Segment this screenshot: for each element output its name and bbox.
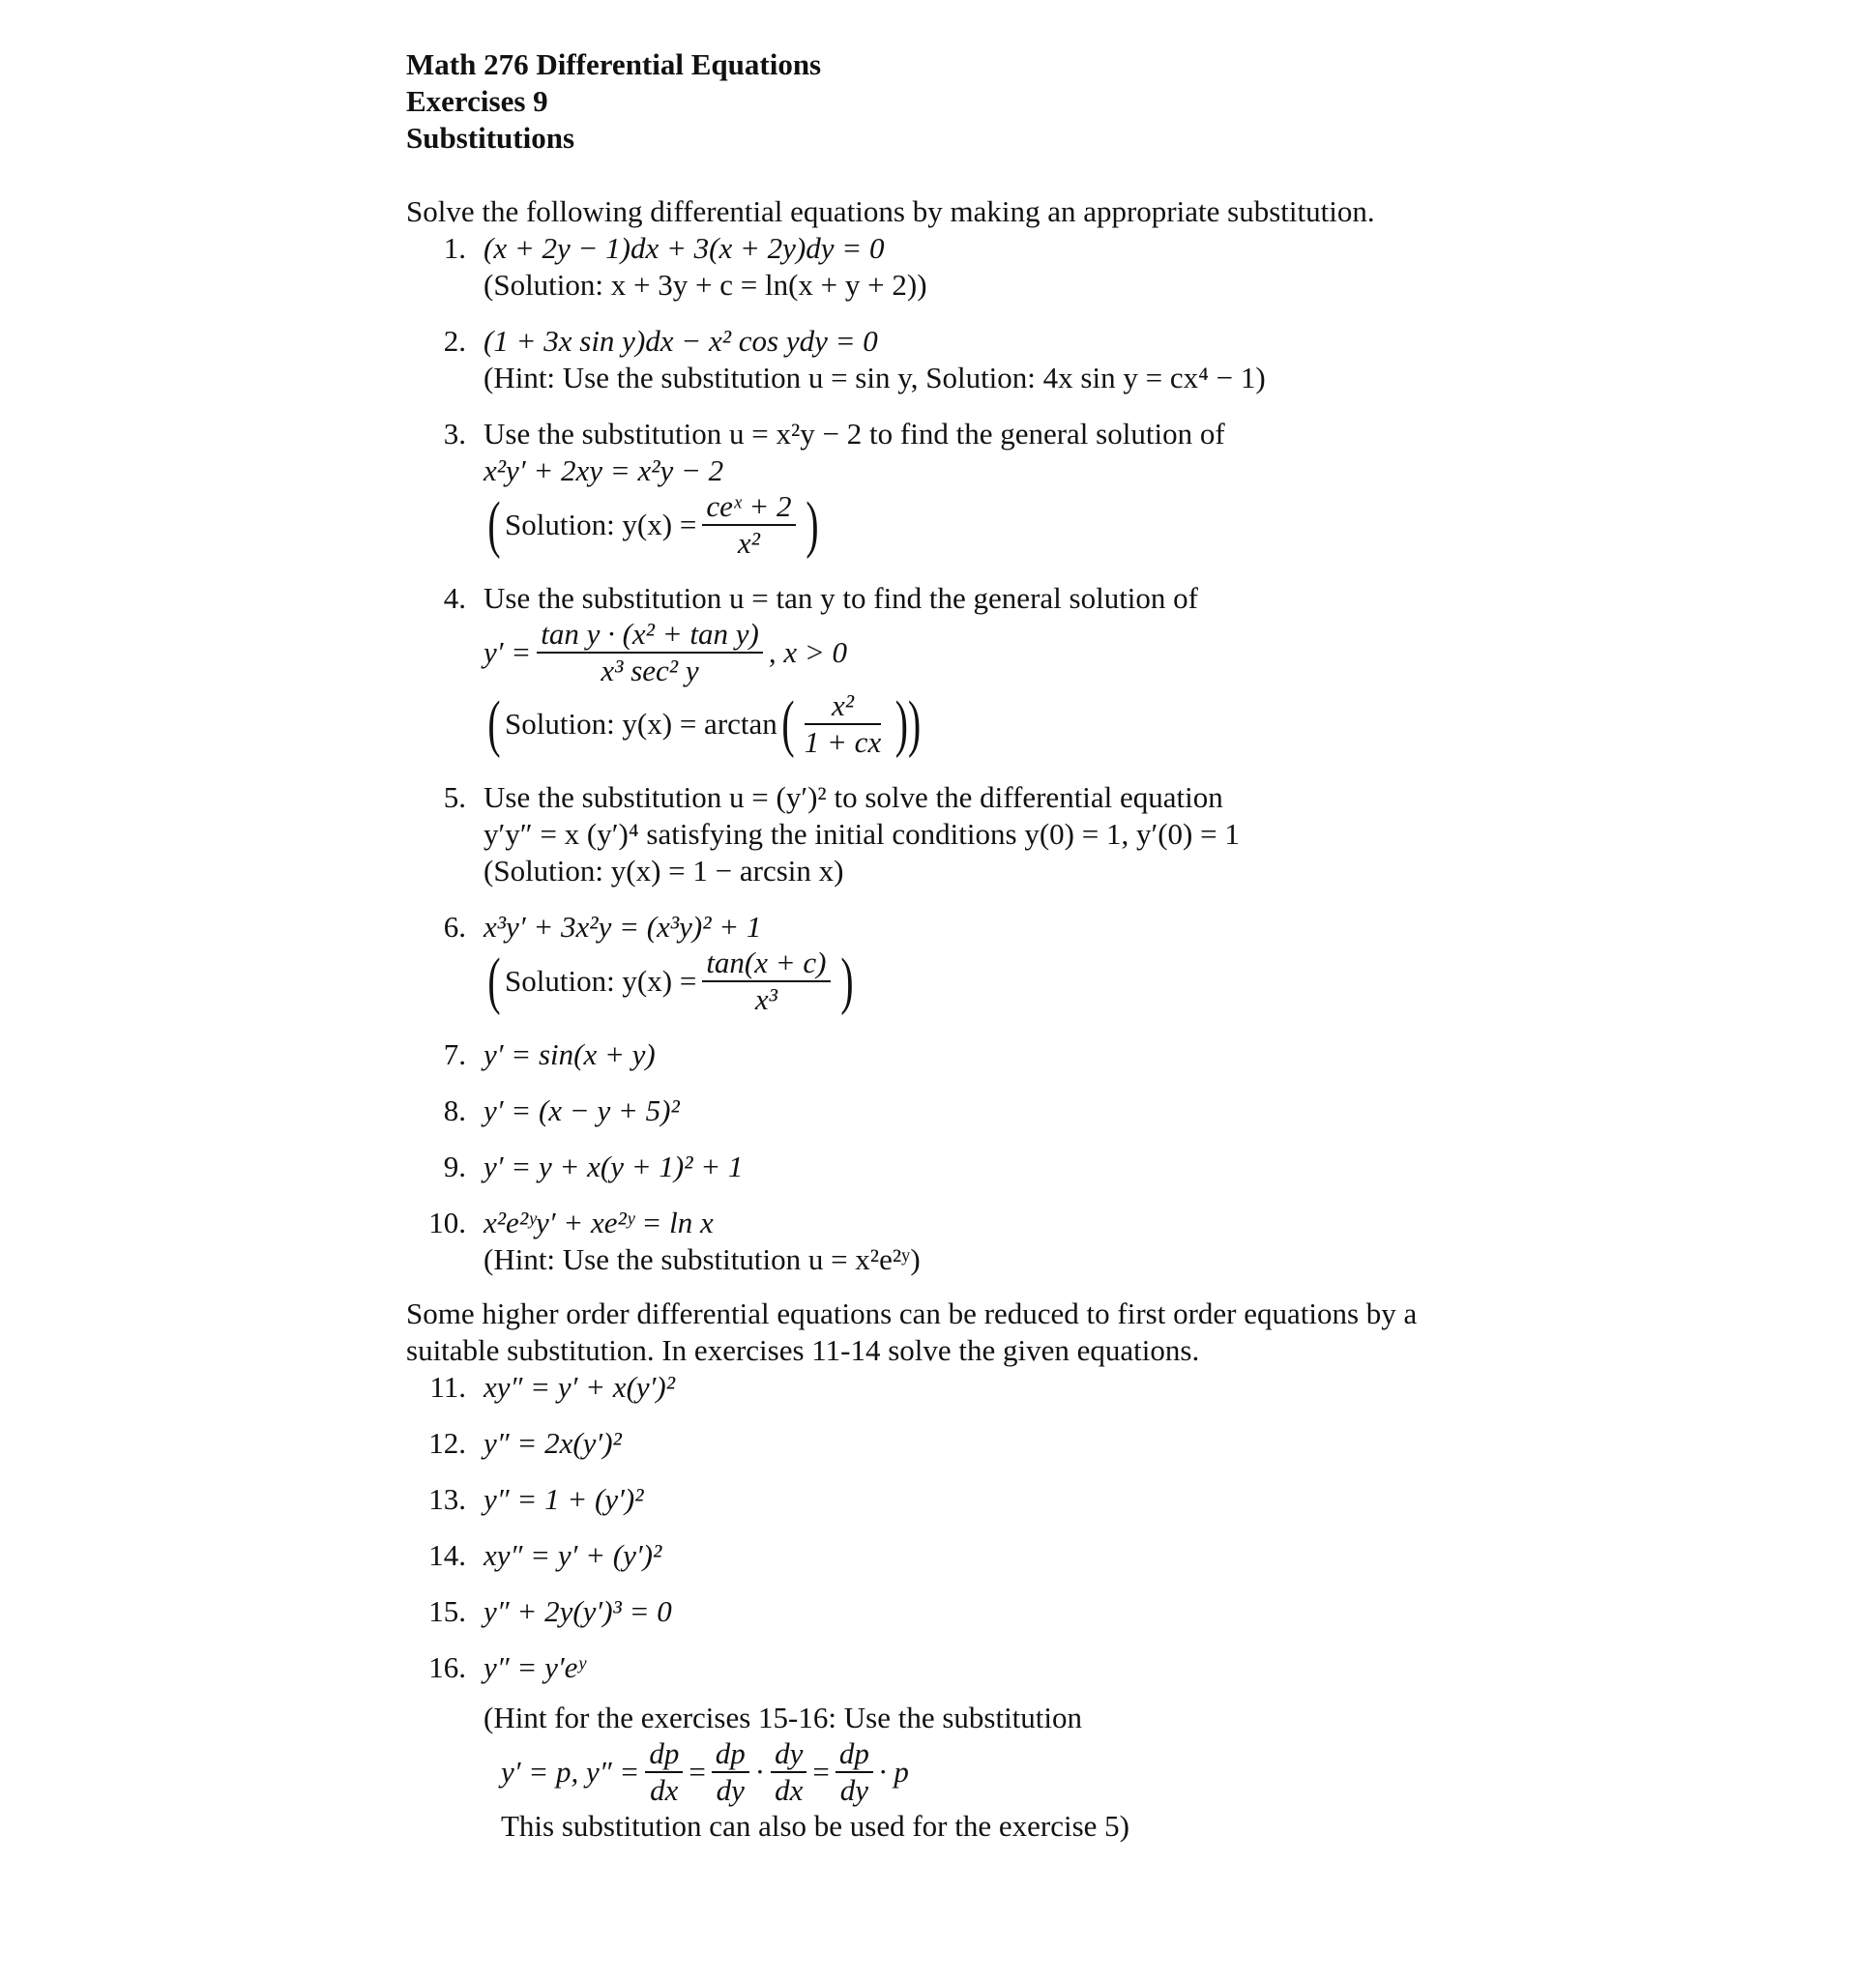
solution-note: (Solution: y(x) = 1 − arcsin x) bbox=[484, 854, 844, 888]
course-title: Math 276 Differential Equations bbox=[406, 47, 822, 81]
instruction: Use the substitution u = (y′)² to solve the differential equation bbox=[484, 780, 1223, 814]
list-item: 15. y″ + 2y(y′)³ = 0 bbox=[406, 1593, 1470, 1630]
equation-fraction: $\frac{\text{tan y · (x² + tan y)}}{\text{x³ sec² y}}$ bbox=[537, 617, 763, 688]
final-hint bbox=[406, 1700, 1470, 1845]
equation: y″ = 1 + (y′)² bbox=[484, 1482, 644, 1516]
equation: x²y′ + 2xy = x²y − 2 bbox=[484, 453, 724, 487]
fraction: $\frac{dp}{dx}$ bbox=[645, 1736, 683, 1808]
solution-label: Solution: y(x) = bbox=[504, 964, 697, 998]
list-item: 9. y′ = y + x(y + 1)² + 1 bbox=[406, 1149, 1470, 1185]
equation: x³y′ + 3x²y = (x³y)² + 1 bbox=[484, 910, 762, 944]
equation: y′ = y + x(y + 1)² + 1 bbox=[484, 1150, 744, 1183]
hint-note: (Hint: Use the substitution u = sin y, Solution: 4x sin y = cx⁴ − 1) bbox=[484, 361, 1266, 394]
topic-title: Substitutions bbox=[406, 121, 575, 155]
solution-fraction: $\frac{\tan(x + c)}{\text{x³}}$ bbox=[702, 946, 830, 1017]
list-item: 12. y″ = 2x(y′)² bbox=[406, 1425, 1470, 1462]
list-item: 1. (x + 2y − 1)dx + 3(x + 2y)dy = 0 (Solution: x + 3y + c = ln(x + y + 2)) bbox=[406, 230, 1470, 304]
list-item: 3. Use the substitution u = x²y − 2 to find the general solution of x²y′ + 2xy = x²y − 2 ( Solution: y(x) = $\frac{\text{ceˣ + 2}}{\text{x²}}$ ) bbox=[406, 416, 1470, 561]
hint-note: (Hint: Use the substitution u = x²e²ʸ) bbox=[484, 1242, 921, 1276]
substitution-formula: y′ = p, y″ = $\frac{dp}{dx}$ = $\frac{dp}{dy}$ · $\frac{dy}{dx}$ = $\frac{dp}{dy}$ · p bbox=[501, 1736, 909, 1807]
equation: xy″ = y′ + (y′)² bbox=[484, 1538, 662, 1572]
hint-line: This substitution can also be used for the exercise 5) bbox=[501, 1809, 1129, 1843]
equation: y′ = sin(x + y) bbox=[484, 1037, 656, 1071]
exercise-set-title: Exercises 9 bbox=[406, 84, 548, 118]
fraction: $\frac{dy}{dx}$ bbox=[771, 1736, 806, 1808]
fraction: $\frac{dp}{dy}$ bbox=[712, 1736, 749, 1808]
equation: y″ + 2y(y′)³ = 0 bbox=[484, 1594, 672, 1628]
higher-order-exercise-list bbox=[406, 1369, 1470, 1686]
solution-fraction: $\frac{\text{ceˣ + 2}}{\text{x²}}$ bbox=[702, 489, 795, 561]
instruction: Use the substitution u = tan y to find the general solution of bbox=[484, 581, 1198, 615]
list-item: 13. y″ = 1 + (y′)² bbox=[406, 1481, 1470, 1518]
list-item: 2. (1 + 3x sin y)dx − x² cos ydy = 0 (Hint: Use the substitution u = sin y, Solution: 4x sin y = cx⁴ − 1) bbox=[406, 323, 1470, 396]
higher-order-paragraph: Some higher order differential equations can be reduced to first order equations by a suitable substitution. In exercises 11-14 solve the given equations. bbox=[406, 1296, 1418, 1367]
list-item: 6. x³y′ + 3x²y = (x³y)² + 1 ( Solution: y(x) = $\frac{\tan(x + c)}{\text{x³}}$ ) bbox=[406, 909, 1470, 1017]
hint-line: (Hint for the exercises 15-16: Use the substitution bbox=[484, 1701, 1083, 1734]
list-item: 11. xy″ = y′ + x(y′)² bbox=[406, 1369, 1470, 1406]
list-item: 16. y″ = y′eʸ bbox=[406, 1649, 1470, 1686]
equation: y″ = 2x(y′)² bbox=[484, 1426, 622, 1460]
solution-fraction: $\frac{\text{x²}}{1 + cx}$ bbox=[804, 688, 882, 759]
list-item: 14. xy″ = y′ + (y′)² bbox=[406, 1537, 1470, 1574]
solution-label: Solution: y(x) = arctan bbox=[504, 707, 777, 741]
equation: x²e²ʸy′ + xe²ʸ = ln x bbox=[484, 1206, 714, 1239]
solution-row: ( Solution: y(x) = $\frac{\tan(x + c)}{\text{x³}}$ ) bbox=[487, 946, 854, 1016]
document-page bbox=[406, 46, 1470, 1845]
fraction: $\frac{dp}{dy}$ bbox=[835, 1736, 873, 1808]
list-item: 7. y′ = sin(x + y) bbox=[406, 1036, 1470, 1073]
equation: xy″ = y′ + x(y′)² bbox=[484, 1370, 676, 1404]
equation-row: y′ = $\frac{\text{tan y · (x² + tan y)}}{\text{x³ sec² y}}$ , x > 0 bbox=[484, 617, 848, 687]
list-item: 8. y′ = (x − y + 5)² bbox=[406, 1092, 1470, 1129]
list-item: 10. x²e²ʸy′ + xe²ʸ = ln x (Hint: Use the substitution u = x²e²ʸ) bbox=[406, 1205, 1470, 1278]
list-item: 4. Use the substitution u = tan y to find the general solution of y′ = $\frac{\text{tan y · (x² + tan y)}}{\text{x³ sec² y}}$ , x > 0 ( Solution: y(x) = arctan ( $\frac{\text{x²}}{1 + cx}$ )) bbox=[406, 580, 1470, 760]
exercise-list bbox=[406, 230, 1470, 1278]
intro-paragraph: Solve the following differential equations by making an appropriate substitution. bbox=[406, 194, 1375, 228]
equation: y″ = y′eʸ bbox=[484, 1650, 586, 1684]
equation: y′ = (x − y + 5)² bbox=[484, 1093, 680, 1127]
solution-note: (Solution: x + 3y + c = ln(x + y + 2)) bbox=[484, 268, 927, 302]
solution-label: Solution: y(x) = bbox=[504, 508, 697, 541]
solution-row: ( Solution: y(x) = arctan ( $\frac{\text{x²}}{1 + cx}$ )) bbox=[487, 688, 922, 759]
equation: (x + 2y − 1)dx + 3(x + 2y)dy = 0 bbox=[484, 231, 885, 265]
solution-row: ( Solution: y(x) = $\frac{\text{ceˣ + 2}}{\text{x²}}$ ) bbox=[487, 489, 819, 560]
list-item: 5. Use the substitution u = (y′)² to solve the differential equation y′y″ = x (y′)⁴ satisfying the initial conditions y(0) = 1, y′(0) = 1 (Solution: y(x) = 1 − arcsin x) bbox=[406, 779, 1470, 889]
equation: y′y″ = x (y′)⁴ satisfying the initial conditions y(0) = 1, y′(0) = 1 bbox=[484, 817, 1240, 851]
instruction: Use the substitution u = x²y − 2 to find the general solution of bbox=[484, 417, 1225, 451]
equation: (1 + 3x sin y)dx − x² cos ydy = 0 bbox=[484, 324, 878, 358]
